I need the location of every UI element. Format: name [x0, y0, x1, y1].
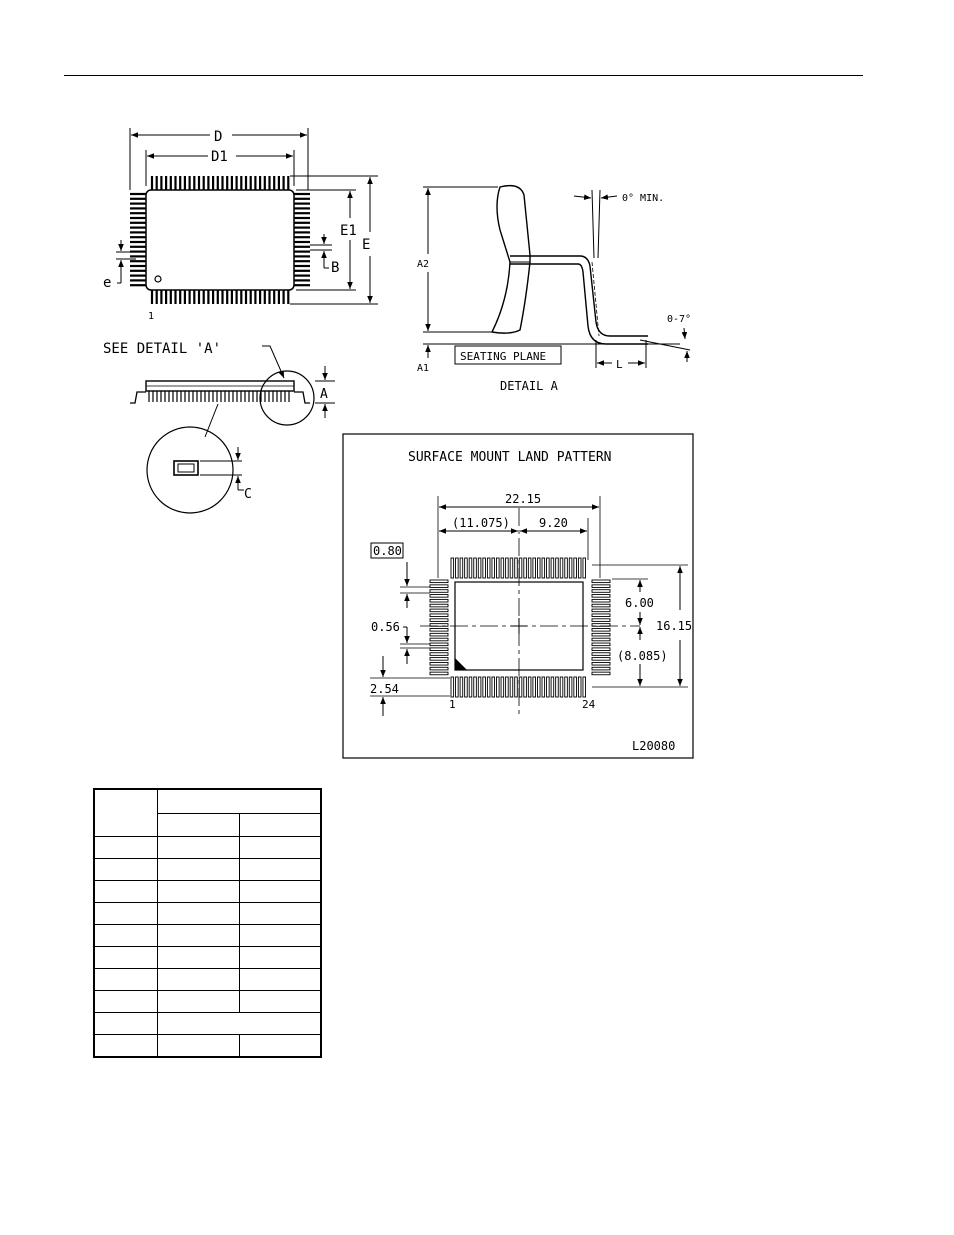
table-cell: [239, 814, 321, 837]
land-pad: [430, 658, 448, 661]
table-cell: [239, 881, 321, 903]
table-cell: [94, 789, 158, 837]
land-pad: [592, 653, 610, 656]
land-pad: [456, 677, 459, 697]
table-row: [94, 903, 321, 925]
land-pad: [524, 677, 527, 697]
table-cell: [94, 859, 158, 881]
land-pad: [551, 677, 554, 697]
land-pad: [592, 619, 610, 622]
land-pad: [560, 677, 563, 697]
land-pad: [469, 677, 472, 697]
table-cell: [158, 903, 239, 925]
side-view: [130, 346, 335, 513]
land-pad: [430, 590, 448, 593]
label-6-00: 6.00: [625, 596, 654, 610]
label-B: B: [331, 260, 340, 276]
label-16-15: 16.15: [656, 619, 693, 633]
table-cell: [239, 837, 321, 859]
land-pad: [515, 677, 518, 697]
land-pad: [487, 677, 490, 697]
land-pad: [533, 558, 536, 578]
table-cell: [158, 947, 239, 969]
land-pad: [430, 672, 448, 675]
land-pad: [430, 629, 448, 632]
land-pad: [430, 633, 448, 636]
table-cell: [94, 881, 158, 903]
land-pad: [528, 558, 531, 578]
label-e: e: [103, 275, 112, 291]
see-detail-label: SEE DETAIL 'A': [103, 341, 222, 357]
table-row: [94, 837, 321, 859]
land-pad: [574, 558, 577, 578]
land-pad: [592, 643, 610, 646]
land-pad: [469, 558, 472, 578]
table-row: [94, 1013, 321, 1035]
land-pad: [487, 558, 490, 578]
drawing-code: L20080: [632, 739, 676, 753]
label-pin-1: 1: [148, 311, 155, 322]
land-pad: [430, 585, 448, 588]
land-pad: [430, 619, 448, 622]
label-0-min: 0° MIN.: [622, 193, 665, 204]
land-pad: [519, 558, 522, 578]
label-D: D: [214, 129, 223, 145]
land-pad: [542, 677, 545, 697]
table-cell: [94, 903, 158, 925]
table-cell: [158, 881, 239, 903]
table-body: [94, 837, 321, 1058]
table-cell: [158, 991, 239, 1013]
land-pad: [583, 677, 586, 697]
table-cell: [94, 991, 158, 1013]
table-cell: [94, 1035, 158, 1058]
table-cell: [94, 969, 158, 991]
label-9-20: 9.20: [539, 516, 568, 530]
label-pad-1: 1: [449, 698, 456, 711]
label-22-15: 22.15: [505, 492, 542, 506]
label-A2: A2: [417, 259, 430, 270]
land-pad: [547, 677, 550, 697]
land-pad: [528, 677, 531, 697]
land-pad: [524, 558, 527, 578]
table-row: [94, 1035, 321, 1058]
table-cell: [239, 1035, 321, 1058]
land-pad: [592, 590, 610, 593]
land-pad: [478, 558, 481, 578]
land-pad: [537, 677, 540, 697]
dimension-table: [93, 788, 322, 1058]
land-pad: [537, 558, 540, 578]
land-pad: [569, 677, 572, 697]
land-pad: [592, 609, 610, 612]
table-row: [94, 789, 321, 814]
table-cell: [158, 814, 239, 837]
land-pad: [556, 677, 559, 697]
land-pad: [430, 609, 448, 612]
land-pad: [430, 653, 448, 656]
table-row: [94, 947, 321, 969]
land-pad: [430, 643, 448, 646]
land-pad: [483, 677, 486, 697]
land-pattern-title: SURFACE MOUNT LAND PATTERN: [408, 450, 612, 465]
table-row: [94, 991, 321, 1013]
land-pad: [430, 638, 448, 641]
table-row: [94, 969, 321, 991]
land-pad: [583, 558, 586, 578]
land-pad: [501, 558, 504, 578]
label-A: A: [320, 387, 328, 402]
land-pad: [578, 677, 581, 697]
table-cell: [239, 947, 321, 969]
table-cell: [239, 991, 321, 1013]
label-11-075: (11.075): [452, 516, 510, 530]
detail-a: [423, 186, 690, 368]
land-pad: [483, 558, 486, 578]
table-cell: [239, 925, 321, 947]
table-cell: [158, 969, 239, 991]
land-pad: [430, 595, 448, 598]
table-cell: [94, 1013, 158, 1035]
land-pad: [592, 658, 610, 661]
table-cell: [158, 925, 239, 947]
land-pad: [560, 558, 563, 578]
land-pad: [556, 558, 559, 578]
land-pad: [569, 558, 572, 578]
land-pad: [465, 558, 468, 578]
land-pad: [430, 580, 448, 583]
land-pad: [510, 677, 513, 697]
label-D1: D1: [211, 149, 228, 165]
label-0-80: 0.80: [373, 544, 402, 558]
land-pad: [497, 677, 500, 697]
table-cell: [94, 925, 158, 947]
land-pad: [592, 667, 610, 670]
table-cell: [158, 837, 239, 859]
land-pad: [565, 558, 568, 578]
land-pad: [510, 558, 513, 578]
land-pad: [492, 558, 495, 578]
table-row: [94, 859, 321, 881]
land-pad: [456, 558, 459, 578]
land-pad: [474, 677, 477, 697]
land-pad: [542, 558, 545, 578]
land-pad: [592, 638, 610, 641]
label-2-54: 2.54: [370, 682, 399, 696]
land-pad: [592, 629, 610, 632]
land-pad: [506, 677, 509, 697]
land-pad: [430, 662, 448, 665]
land-pad: [592, 599, 610, 602]
land-pad: [592, 580, 610, 583]
label-0-56: 0.56: [371, 620, 400, 634]
land-pad: [592, 633, 610, 636]
land-pad: [592, 662, 610, 665]
table-cell: [158, 859, 239, 881]
land-pad: [592, 614, 610, 617]
label-E1: E1: [340, 223, 357, 239]
land-pad: [460, 558, 463, 578]
land-pad: [430, 667, 448, 670]
land-pad: [592, 595, 610, 598]
label-C: C: [244, 487, 252, 502]
table-cell: [158, 1035, 239, 1058]
label-E: E: [362, 237, 371, 253]
land-pad: [492, 677, 495, 697]
table-row: [94, 881, 321, 903]
land-pad: [497, 558, 500, 578]
label-pad-24: 24: [582, 698, 596, 711]
detail-a-title: DETAIL A: [500, 379, 558, 393]
label-0-7: 0-7°: [667, 314, 692, 325]
land-pad: [533, 677, 536, 697]
table-cell: [94, 947, 158, 969]
land-pad: [451, 677, 454, 697]
land-pad: [474, 558, 477, 578]
land-pad: [574, 677, 577, 697]
land-pad: [551, 558, 554, 578]
land-pad: [578, 558, 581, 578]
land-pad: [465, 677, 468, 697]
label-L: L: [616, 358, 623, 371]
top-view: [116, 128, 378, 304]
land-pad: [592, 672, 610, 675]
land-pad: [430, 599, 448, 602]
land-pad: [501, 677, 504, 697]
land-pad: [565, 677, 568, 697]
land-pad: [592, 604, 610, 607]
land-pad: [547, 558, 550, 578]
land-pad: [519, 677, 522, 697]
table-cell: [158, 789, 321, 814]
land-pad: [430, 648, 448, 651]
land-pad: [430, 604, 448, 607]
seating-plane-label: SEATING PLANE: [460, 350, 547, 363]
land-pad: [592, 585, 610, 588]
label-A1: A1: [417, 363, 430, 374]
table-cell: [158, 1013, 321, 1035]
table-row: [94, 925, 321, 947]
land-pad: [515, 558, 518, 578]
land-pad: [478, 677, 481, 697]
table-cell: [239, 859, 321, 881]
land-pad: [430, 614, 448, 617]
table-cell: [239, 969, 321, 991]
table-cell: [94, 837, 158, 859]
land-pad: [451, 558, 454, 578]
label-8-085: (8.085): [617, 649, 668, 663]
table-cell: [239, 903, 321, 925]
land-pad: [460, 677, 463, 697]
land-pad: [592, 648, 610, 651]
land-pad: [506, 558, 509, 578]
